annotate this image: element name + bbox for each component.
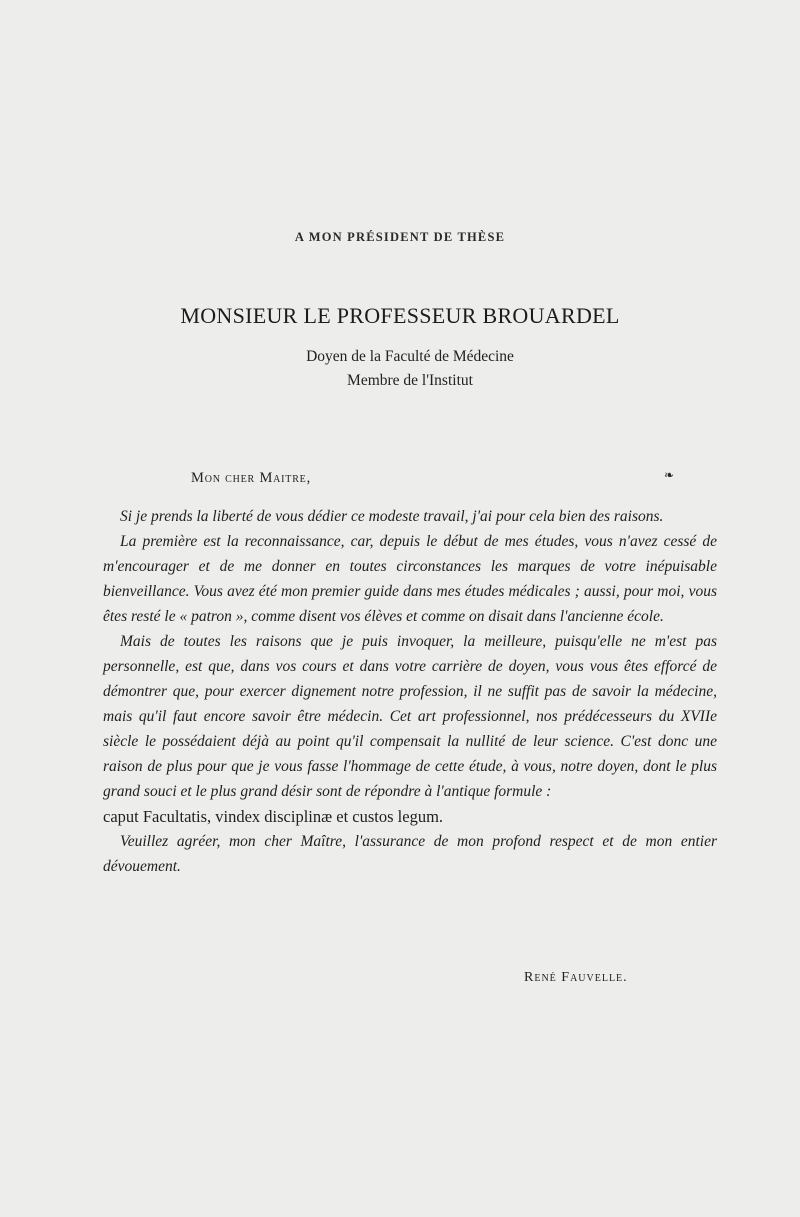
recipient-name: MONSIEUR LE PROFESSEUR BROUARDEL <box>180 303 620 328</box>
dedication-header: A MON PRÉSIDENT DE THÈSE <box>294 230 506 244</box>
letter-salutation: Mon cher Maitre, <box>191 470 312 486</box>
paragraph-profession: Mais de toutes les raisons que je puis invoquer, la meilleure, puisqu'elle ne m'est pas personnelle, est que, dans vos cours et dans votre carrière de doyen, vous vous êtes efforcé de démontrer que, pour exercer dignement notre profession, il ne suffit pas de savoir la médecine, mais qu'il faut encore savoir être médecin. Cet art professionnel, nos prédécesseurs du XVIIe siècle le possédaient déjà au point qu'il compensait la nullité de leur science. C'est donc une raison de plus pour que je vous fasse l'hommage de cette étude, à vous, notre doyen, dont le plus grand souci et le plus grand désir sont de répondre à l'antique formule : <box>103 633 717 800</box>
paragraph-closing: Veuillez agréer, mon cher Maître, l'assurance de mon profond respect et de mon entier dévouement. <box>103 833 717 875</box>
latin-formula: caput Facultatis, vindex disciplinæ et custos legum. <box>103 807 444 826</box>
paragraph-gratitude: La première est la reconnaissance, car, depuis le début de mes études, vous n'avez cessé de m'encourager et de me donner en toutes circonstances les marques de votre inépuisable bienveillance. Vous avez été mon premier guide dans mes études médicales ; aussi, pour moi, vous êtes resté le « patron », comme disent vos élèves et comme on disait dans l'ancienne école. <box>103 533 717 625</box>
paragraph-reasons: Si je prends la liberté de vous dédier ce modeste travail, j'ai pour cela bien des raisons. <box>120 508 664 525</box>
recipient-title-dean: Doyen de la Faculté de Médecine <box>306 348 514 365</box>
letter-body <box>103 504 717 879</box>
author-signature: René Fauvelle. <box>524 970 628 985</box>
ornament-icon: ❧ <box>664 468 675 482</box>
recipient-title-institute: Membre de l'Institut <box>347 372 473 389</box>
